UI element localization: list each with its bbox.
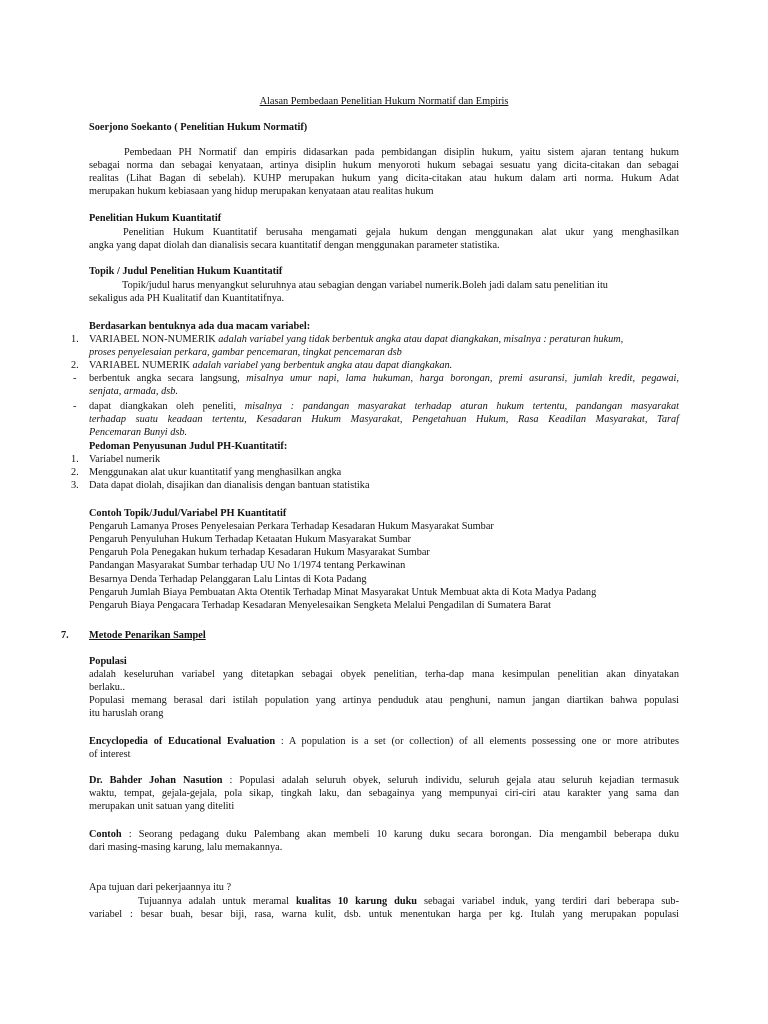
example-line: Pengaruh Penyuluhan Hukum Terhadap Ketaatan Hukum Masyarakat Sumbar: [89, 534, 411, 545]
section-heading-pedoman: Pedoman Penyusunan Judul PH-Kuantitatif:: [89, 441, 288, 452]
question-line: Apa tujuan dari pekerjaannya itu ?: [89, 882, 232, 893]
paragraph-line: itu haruslah orang: [89, 708, 164, 719]
answer-line: variabel : besar buah, besar biji, rasa, warna kulit, dsb. untuk menentukan harga per kg. Itulah yang merupakan populasi: [89, 909, 679, 920]
list-item: berbentuk angka secara langsung, misalnya umur napi, lama hukuman, harga borongan, premi asuransi, jumlah kredit, pegawai,: [89, 373, 679, 384]
paragraph-line: Pembedaan PH Normatif dan empiris didasarkan pada pembidangan disiplin hukum, yaitu sistem ajaran tentang hukum: [124, 147, 679, 158]
example-line: Pengaruh Jumlah Biaya Pembuatan Akta Otentik Terhadap Minat Masyarakat Untuk Membuat akta di Kota Madya Padang: [89, 587, 597, 598]
example-line: Pengaruh Pola Penegakan hukum terhadap Kesadaran Hukum Masyarakat Sumbar: [89, 547, 430, 558]
list-number: 3.: [71, 480, 79, 491]
definition-encyclopedia: Encyclopedia of Educational Evaluation : A population is a set (or collection) of all elements possessing one or more atributes: [89, 736, 679, 747]
paragraph-line: Topik/judul harus menyangkut seluruhnya atau sebagian dengan variabel numerik.Boleh jadi dalam satu penelitian itu: [122, 280, 608, 291]
paragraph-line: adalah keseluruhan variabel yang ditetapkan sebagai obyek penelitian, terha-dap mana kesimpulan penelitian akan dinyatakan: [89, 669, 679, 680]
example-line: Pengaruh Lamanya Proses Penyelesaian Perkara Terhadap Kesadaran Hukum Masyarakat Sumbar: [89, 521, 494, 532]
paragraph-line: realitas (Lihat Bagan di sebelah). KUHP merupakan hukum yang dicita-citakan atau hukum dalam arti norma. Hukum Adat: [89, 173, 679, 184]
list-item: dapat diangkakan oleh peneliti, misalnya : pandangan masyarakat terhadap aturan hukum tertentu, pandangan masyarakat: [89, 401, 679, 412]
paragraph-line: berlaku..: [89, 682, 126, 693]
paragraph-line: angka yang dapat diolah dan dianalisis secara kuantitatif dengan menggunakan parameter statistika.: [89, 240, 500, 251]
section-number: 7.: [61, 630, 69, 641]
list-number: 1.: [71, 334, 79, 345]
paragraph-line: Populasi memang berasal dari istilah population yang artinya penduduk atau penghuni, namun jangan diartikan bahwa populasi: [89, 695, 679, 706]
list-dash: -: [73, 401, 77, 412]
paragraph-line: of interest: [89, 749, 131, 760]
list-item: Menggunakan alat ukur kuantitatif yang menghasilkan angka: [89, 467, 342, 478]
definition-bahder: Dr. Bahder Johan Nasution : Populasi adalah seluruh obyek, seluruh individu, seluruh gejala atau seluruh kejadian termasuk: [89, 775, 679, 786]
list-item: VARIABEL NON-NUMERIK adalah variabel yang tidak berbentuk angka atau dapat diangkakan, misalnya : peraturan hukum,: [89, 334, 624, 345]
example-contoh: Contoh : Seorang pedagang duku Palembang akan membeli 10 karung duku secara borongan. Dia mengambil beberapa duku: [89, 829, 679, 840]
list-number: 2.: [71, 467, 79, 478]
paragraph-line: dari masing-masing karung, lalu memakannya.: [89, 842, 283, 853]
example-line: Pengaruh Biaya Pengacara Terhadap Kesadaran Menyelesaikan Sengketa Melalui Pengadilan di Sumatera Barat: [89, 600, 551, 611]
paragraph-line: sebagai norma dan sebagai kenyataan, artinya disiplin hukum menyoroti hukum sebagai sesuatu yang dicita-citakan dan sebagai: [89, 160, 679, 171]
section-heading-contoh: Contoh Topik/Judul/Variabel PH Kuantitatif: [89, 508, 287, 519]
paragraph-line: merupakan unit satuan yang diteliti: [89, 801, 235, 812]
section-heading-variabel: Berdasarkan bentuknya ada dua macam variabel:: [89, 321, 311, 332]
section-heading-soerjono: Soerjono Soekanto ( Penelitian Hukum Normatif): [89, 122, 308, 133]
list-number: 1.: [71, 454, 79, 465]
paragraph-line: waktu, tempat, gejala-gejala, pola sikap, tingkah laku, dan sebagainya yang mempunyai ciri-ciri atau karakter yang sama dan: [89, 788, 679, 799]
answer-line: Tujuannya adalah untuk meramal kualitas 10 karung duku sebagai variabel induk, yang terdiri dari beberapa sub-: [138, 896, 679, 907]
section-heading-kuantitatif: Penelitian Hukum Kuantitatif: [89, 213, 222, 224]
list-item-continuation: proses penyelesaian perkara, gambar pencemaran, tingkat pencemaran dsb: [89, 347, 402, 358]
list-number: 2.: [71, 360, 79, 371]
list-item-continuation: terhadap suatu keadaan tertentu, Kesadaran Hukum Masyarakat, Pengetahuan Hukum, Rasa Keadilan Masyarakat, Taraf: [89, 414, 679, 425]
subheading-populasi: Populasi: [89, 656, 127, 667]
paragraph-line: sekaligus ada PH Kualitatif dan Kuantitatifnya.: [89, 293, 285, 304]
list-dash: -: [73, 373, 77, 384]
section-heading-metode: Metode Penarikan Sampel: [89, 630, 206, 641]
example-line: Besarnya Denda Terhadap Pelanggaran Lalu Lintas di Kota Padang: [89, 574, 367, 585]
paragraph-line: Penelitian Hukum Kuantitatif berusaha mengamati gejala hukum dengan menggunakan alat ukur yang menghasilkan: [123, 227, 679, 238]
section-heading-topik: Topik / Judul Penelitian Hukum Kuantitatif: [89, 266, 283, 277]
list-item-continuation: Pencemaran Bunyi dsb.: [89, 427, 188, 438]
document-title: Alasan Pembedaan Penelitian Hukum Normatif dan Empiris: [259, 96, 509, 107]
list-item: Data dapat diolah, disajikan dan dianalisis dengan bantuan statistika: [89, 480, 370, 491]
paragraph-line: merupakan hukum kebiasaan yang hidup merupakan kenyataan atau realitas hukum: [89, 186, 434, 197]
list-item: Variabel numerik: [89, 454, 161, 465]
list-item-continuation: senjata, armada, dsb.: [89, 386, 178, 397]
list-item: VARIABEL NUMERIK adalah variabel yang berbentuk angka atau dapat diangkakan.: [89, 360, 453, 371]
example-line: Pandangan Masyarakat Sumbar terhadap UU No 1/1974 tentang Perkawinan: [89, 560, 406, 571]
